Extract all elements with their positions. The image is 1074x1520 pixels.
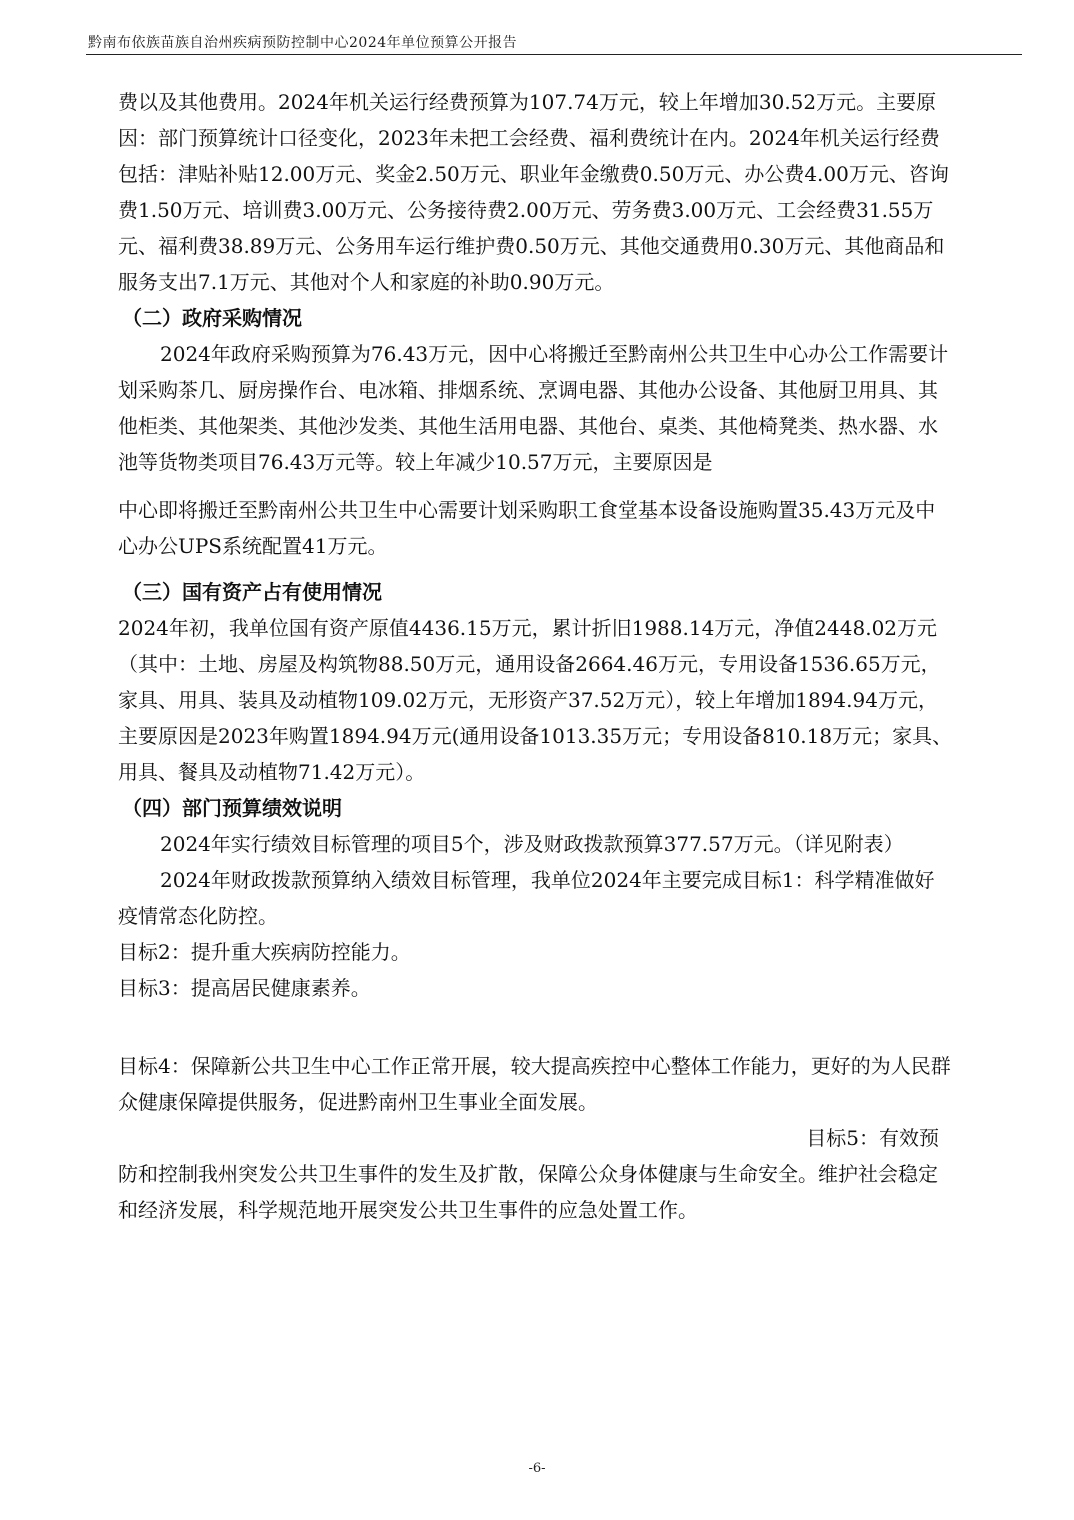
header-divider	[86, 54, 1022, 55]
page-header-title: 黔南布依族苗族自治州疾病预防控制中心2024年单位预算公开报告	[88, 35, 518, 51]
paragraph-procurement: 2024年政府采购预算为76.43万元，因中心将搬迁至黔南州公共卫生中心办公工作需要计划采购茶几、厨房操作台、电冰箱、排烟系统、烹调电器、其他办公设备、其他厨卫用具、其他柜类、其他架类、其他沙发类、其他生活用电器、其他台、桌类、其他椅凳类、热水器、水池等货物类项目76.43万元等。较上年减少10.57万元，主要原因是	[118, 342, 949, 474]
paragraph-goal-5: 防和控制我州突发公共卫生事件的发生及扩散，保障公众身体健康与生命安全。维护社会稳定和经济发展，科学规范地开展突发公共卫生事件的应急处置工作。	[118, 1162, 938, 1222]
paragraph-state-assets: 2024年初，我单位国有资产原值4436.15万元，累计折旧1988.14万元，净值2448.02万元（其中：土地、房屋及构筑物88.50万元，通用设备2664.46万元，专用设备1536.65万元，家具、用具、装具及动植物109.02万元，无形资产37.52万元），较上年增加1894.94万元，主要原因是2023年购置1894.94万元(通用设备1013.35万元；专用设备810.18万元；家具、用具、餐具及动植物71.42万元）。	[118, 616, 953, 784]
paragraph-operating-expenses: 费以及其他费用。2024年机关运行经费预算为107.74万元，较上年增加30.52万元。主要原因：部门预算统计口径变化，2023年未把工会经费、福利费统计在内。2024年机关运行经费包括：津贴补贴12.00万元、奖金2.50万元、职业年金缴费0.50万元、办公费4.00万元、咨询费1.50万元、培训费3.00万元、公务接待费2.00万元、劳务费3.00万元、工会经费31.55万元、福利费38.89万元、公务用车运行维护费0.50万元、其他交通费用0.30万元、其他商品和服务支出7.1万元、其他对个人和家庭的补助0.90万元。	[118, 90, 949, 294]
section-heading-procurement: （二）政府采购情况	[122, 306, 302, 330]
section-heading-state-assets: （三）国有资产占有使用情况	[122, 580, 382, 604]
paragraph-goal-4: 目标4：保障新公共卫生中心工作正常开展，较大提高疾控中心整体工作能力，更好的为人民群众健康保障提供服务，促进黔南州卫生事业全面发展。	[118, 1054, 951, 1114]
page-number: -6-	[528, 1461, 546, 1476]
paragraph-goal-3: 目标3：提高居民健康素养。	[118, 976, 371, 1000]
document-body	[118, 84, 953, 1228]
paragraph-goal-1: 2024年财政拨款预算纳入绩效目标管理，我单位2024年主要完成目标1：科学精准做好疫情常态化防控。	[118, 868, 935, 928]
paragraph-goal-5-lead: 目标5：有效预	[806, 1126, 939, 1150]
section-heading-performance: （四）部门预算绩效说明	[122, 796, 342, 820]
paragraph-goal-2: 目标2：提升重大疾病防控能力。	[118, 940, 411, 964]
paragraph-procurement-reason: 中心即将搬迁至黔南州公共卫生中心需要计划采购职工食堂基本设备设施购置35.43万元及中心办公UPS系统配置41万元。	[118, 498, 936, 558]
paragraph-performance-projects: 2024年实行绩效目标管理的项目5个，涉及财政拨款预算377.57万元。（详见附表）	[160, 832, 904, 856]
